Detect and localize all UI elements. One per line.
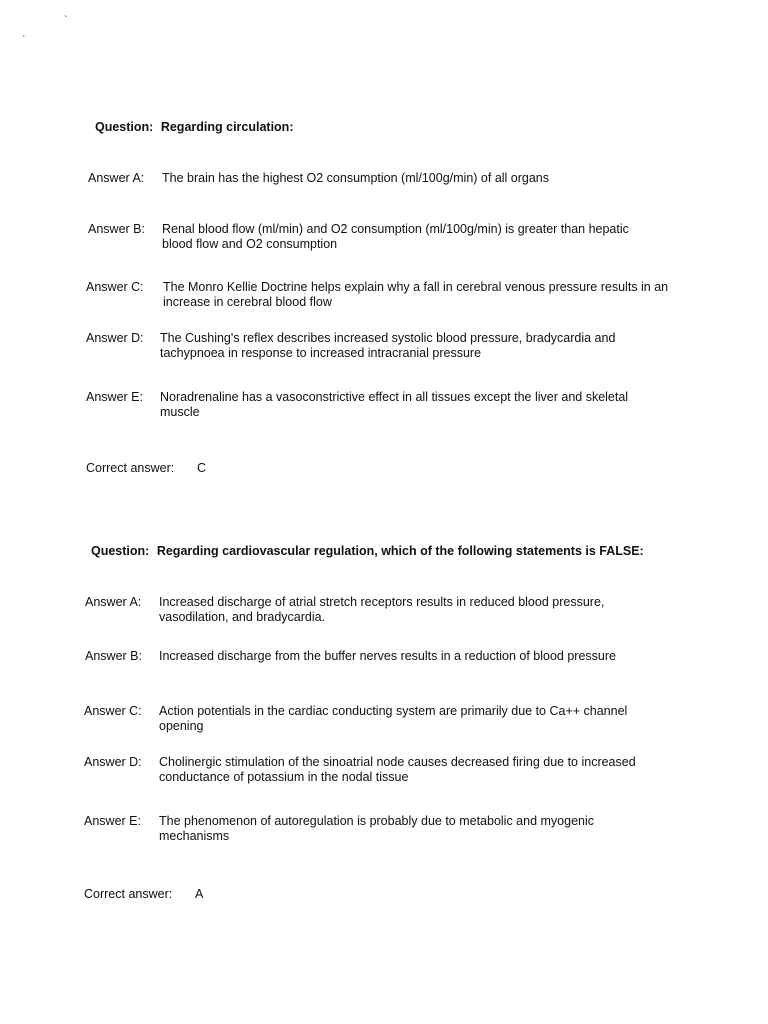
answer-label: Answer D: [86,331,144,345]
correct-answer-row [84,887,284,902]
correct-answer-value: A [195,887,204,901]
stray-mark: ` [22,35,26,46]
answer-text: The brain has the highest O2 consumption (ml/100g/min) of all organs [162,171,550,185]
answer-text: The phenomenon of autoregulation is probably due to metabolic and myogenic mechanisms [159,814,595,843]
answer-text: Action potentials in the cardiac conducting system are primarily due to Ca++ channel opening [159,704,628,733]
correct-answer-label: Correct answer: [86,461,175,475]
answer-text: The Cushing's reflex describes increased systolic blood pressure, bradycardia and tachypnoea in response to increased intracranial pressure [160,331,616,360]
answer-text: Renal blood flow (ml/min) and O2 consumption (ml/100g/min) is greater than hepatic blood flow and O2 consumption [162,222,629,251]
question-text: Regarding cardiovascular regulation, which of the following statements is FALSE: [156,544,644,558]
answer-label: Answer B: [85,649,142,663]
correct-answer-row [86,461,286,476]
answer-label: Answer C: [86,280,144,294]
question-label: Question: [91,544,150,558]
question-text: Regarding circulation: [160,120,294,134]
question-heading [91,544,644,559]
question-label: Question: [95,120,154,134]
answer-label: Answer B: [88,222,145,236]
correct-answer-label: Correct answer: [84,887,173,901]
answer-text: Increased discharge from the buffer nerves results in a reduction of blood pressure [159,649,616,663]
answer-text: Noradrenaline has a vasoconstrictive effect in all tissues except the liver and skeletal muscle [160,390,629,419]
answer-label: Answer C: [84,704,142,718]
answer-text: The Monro Kellie Doctrine helps explain why a fall in cerebral venous pressure results in an increase in cerebral blood flow [163,280,669,309]
answer-label: Answer E: [86,390,143,404]
answer-label: Answer E: [84,814,141,828]
question-heading [95,120,293,135]
answer-label: Answer A: [85,595,142,609]
answer-label: Answer A: [88,171,145,185]
answer-text: Cholinergic stimulation of the sinoatrial node causes decreased firing due to increased conductance of potassium in the nodal tissue [159,755,636,784]
correct-answer-value: C [197,461,207,475]
stray-mark: ` [64,15,68,26]
answer-label: Answer D: [84,755,142,769]
answer-text: Increased discharge of atrial stretch receptors results in reduced blood pressure, vasodilation, and bradycardia. [159,595,605,624]
